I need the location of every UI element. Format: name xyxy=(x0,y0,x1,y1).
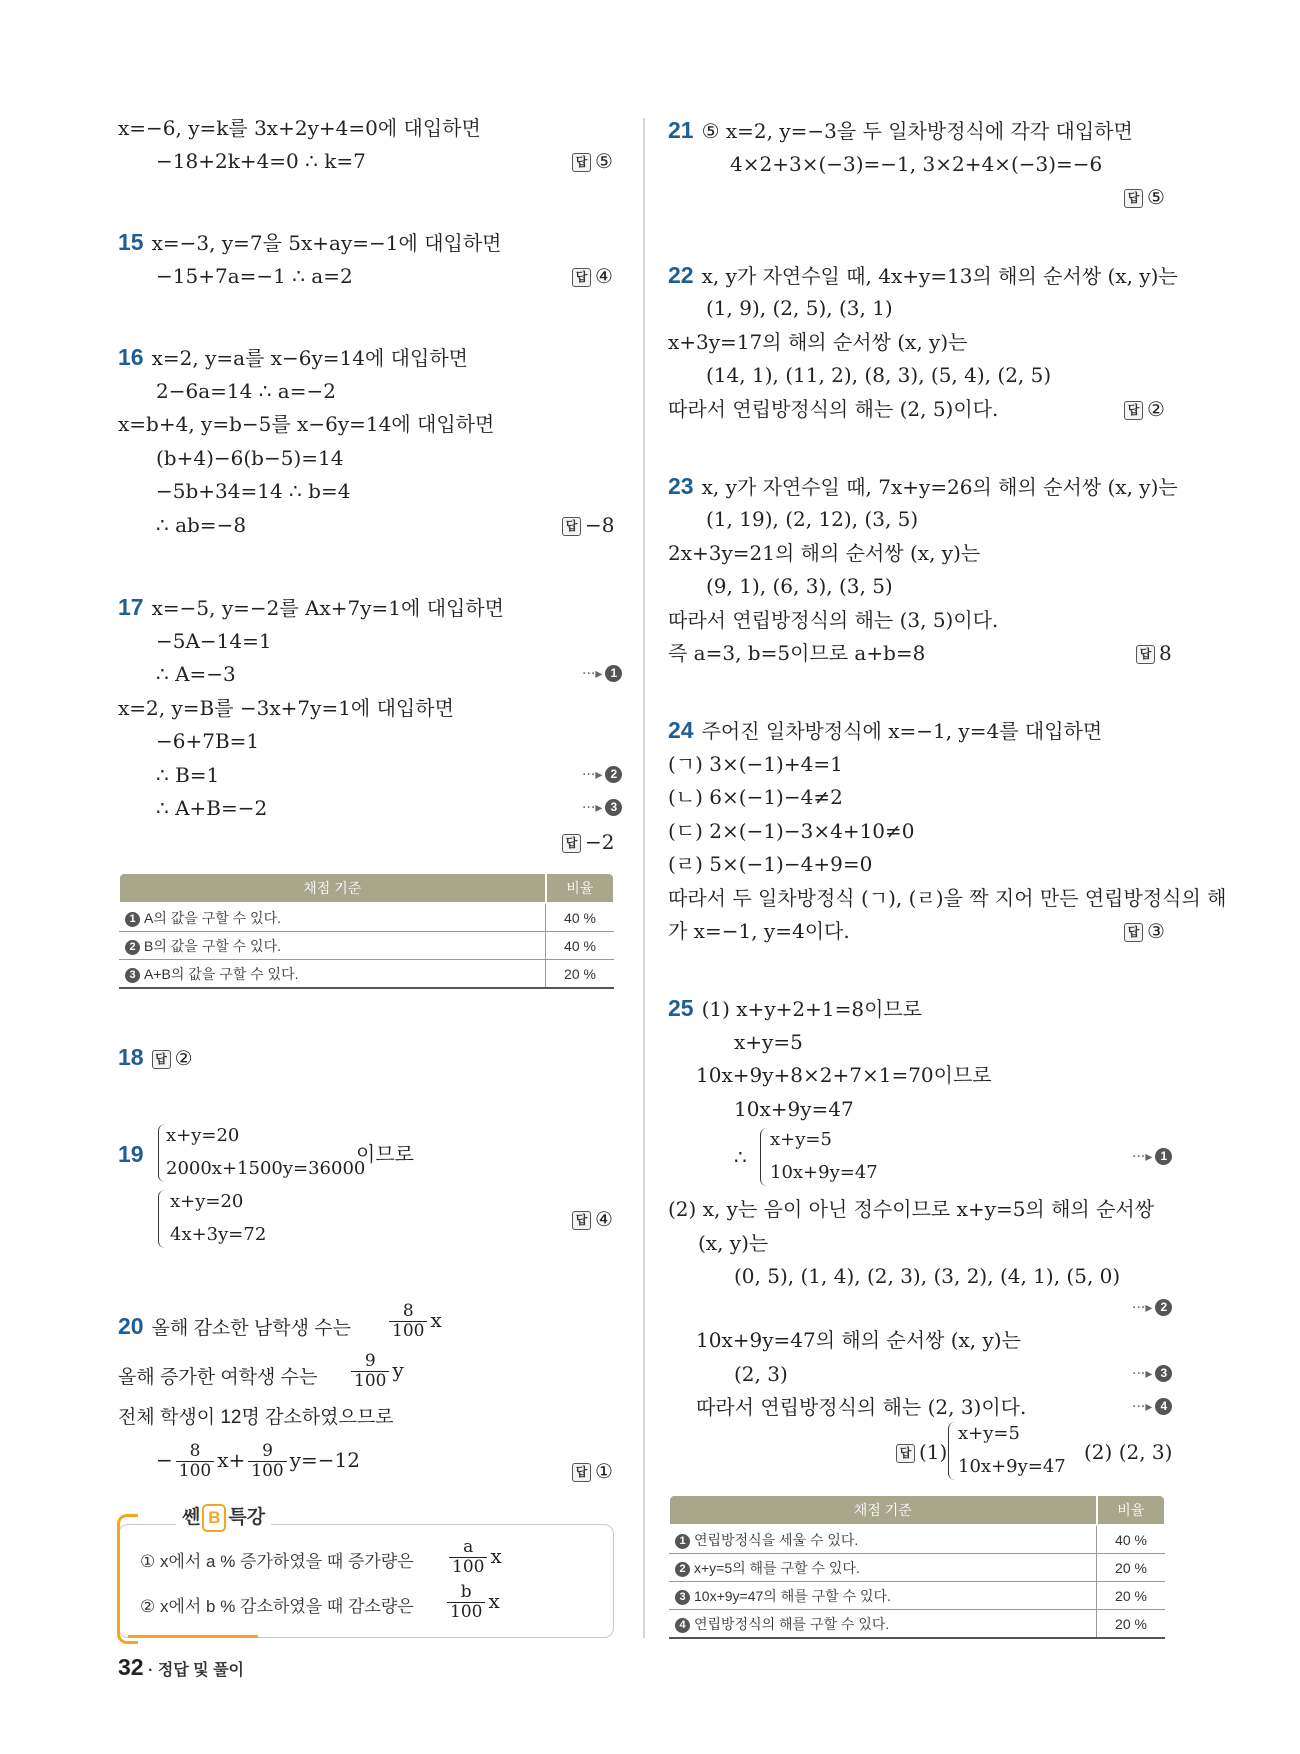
p18-answer-value: ② xyxy=(174,1046,193,1070)
p22-line3: x+3y=17의 해의 순서쌍 (x, y)는 xyxy=(668,330,968,354)
system-brace xyxy=(760,1128,767,1186)
table-row xyxy=(669,1554,1165,1582)
p25-line3: 10x+9y+8×2+7×1=70이므로 xyxy=(696,1063,992,1087)
p23-line5: 따라서 연립방정식의 해는 (3, 5)이다. xyxy=(668,608,999,632)
criteria-text: 연립방정식의 해를 구할 수 있다. xyxy=(694,1615,890,1632)
answer-icon: 답 xyxy=(1124,189,1143,208)
step-number: 2 xyxy=(675,1562,690,1577)
criteria-text: 연립방정식을 세울 수 있다. xyxy=(694,1531,859,1548)
step-marker: ···▸ 4 xyxy=(1132,1397,1172,1417)
criteria-text: x+y=5의 해를 구할 수 있다. xyxy=(694,1559,860,1576)
p25-line8: 10x+9y=47의 해의 순서쌍 (x, y)는 xyxy=(696,1328,1021,1352)
table-row xyxy=(119,932,614,960)
step-number: 1 xyxy=(125,912,140,927)
p16-line6: ∴ ab=−8 xyxy=(156,513,247,537)
p22-line4: (14, 1), (11, 2), (8, 3), (5, 4), (2, 5) xyxy=(706,363,1052,387)
p23-line6: 즉 a=3, b=5이므로 a+b=8 xyxy=(668,641,926,665)
p21-answer-value: ⑤ xyxy=(1147,185,1165,209)
p24-line3: (ㄴ) 6×(−1)−4≠2 xyxy=(668,785,843,809)
problem-number: 18 xyxy=(118,1044,144,1070)
fraction-variable: y xyxy=(392,1358,404,1382)
problem-number: 23 xyxy=(668,473,694,499)
p25-line9: (2, 3) xyxy=(734,1362,788,1386)
tip-line1: ① x에서 a % 증가하였을 때 증가량은 xyxy=(140,1552,414,1571)
fraction-bottom: 100 xyxy=(178,1461,212,1481)
ratio-cell: 20 % xyxy=(1097,1582,1166,1610)
p21-line2: 4×2+3×(−3)=−1, 3×2+4×(−3)=−6 xyxy=(730,152,1103,176)
p17-line7: ∴ A+B=−2 xyxy=(156,796,268,820)
p14-line2: −18+2k+4=0 ∴ k=7 xyxy=(156,149,366,173)
p17-line3: ∴ A=−3 xyxy=(156,662,236,686)
p15-line1 xyxy=(118,228,501,257)
step-marker: ···▸ 3 xyxy=(582,798,622,818)
p24-line7: 가 x=−1, y=4이다. xyxy=(668,919,850,943)
system-brace xyxy=(158,1124,165,1182)
p14-line1: x=−6, y=k를 3x+2y+4=0에 대입하면 xyxy=(118,116,481,140)
column-divider xyxy=(643,118,645,1638)
step-number: 3 xyxy=(1155,1365,1172,1382)
p25-answer-part2: (2) (2, 3) xyxy=(1084,1440,1173,1464)
p21-answer xyxy=(1124,183,1165,211)
ratio-cell: 20 % xyxy=(1097,1610,1166,1639)
p25-line4: 10x+9y=47 xyxy=(734,1097,854,1121)
p23-text: x, y가 자연수일 때, 7x+y=26의 해의 순서쌍 (x, y)는 xyxy=(701,475,1178,499)
fraction-top: b xyxy=(447,1583,485,1603)
p20-frac2 xyxy=(348,1352,404,1391)
step-number: 2 xyxy=(605,766,622,783)
tip-title xyxy=(176,1502,271,1532)
table-row xyxy=(119,903,614,932)
step-marker: ···▸ 2 xyxy=(1132,1298,1172,1318)
table-header-ratio: 비율 xyxy=(546,873,615,903)
p14-answer xyxy=(572,147,613,175)
p16-line4: (b+4)−6(b−5)=14 xyxy=(156,446,344,470)
answer-icon: 답 xyxy=(1136,645,1155,664)
p15-line2: −15+7a=−1 ∴ a=2 xyxy=(156,264,353,288)
p22-line1 xyxy=(668,261,1178,290)
answer-icon: 답 xyxy=(152,1050,171,1069)
step-number: 1 xyxy=(675,1534,690,1549)
answer-icon: 답 xyxy=(896,1444,915,1463)
fraction-bottom: 100 xyxy=(251,1461,284,1481)
fraction-top: 9 xyxy=(351,1352,389,1372)
p17-line4: x=2, y=B를 −3x+7y=1에 대입하면 xyxy=(118,696,454,720)
p22-line2: (1, 9), (2, 5), (3, 1) xyxy=(706,296,893,320)
p25-answer-part1: (1) xyxy=(919,1440,948,1464)
table-header-criteria: 채점 기준 xyxy=(119,873,546,903)
p20-line3: 전체 학생이 12명 감소하였으므로 xyxy=(118,1407,394,1428)
p23-answer xyxy=(1136,639,1172,667)
ratio-cell: 40 % xyxy=(546,932,615,960)
p25-line7: (0, 5), (1, 4), (2, 3), (3, 2), (4, 1), (5, 0) xyxy=(734,1264,1121,1288)
p19-suffix: 이므로 xyxy=(356,1142,414,1166)
table-header-ratio: 비율 xyxy=(1097,1495,1166,1525)
p15-text: x=−3, y=7을 5x+ay=−1에 대입하면 xyxy=(151,231,502,255)
p25-line2: x+y=5 xyxy=(734,1030,803,1054)
step-number: 1 xyxy=(605,665,622,682)
b-badge-icon: B xyxy=(202,1504,226,1532)
step-number: 1 xyxy=(1155,1148,1172,1165)
tip-title-pre: 쎈 xyxy=(182,1507,201,1528)
answer-icon: 답 xyxy=(572,1211,591,1230)
tip-line2: ② x에서 b % 감소하였을 때 감소량은 xyxy=(140,1597,414,1616)
fraction-top: 8 xyxy=(176,1442,214,1462)
footer-label: 정답 및 풀이 xyxy=(157,1662,244,1679)
p20-line1 xyxy=(118,1312,351,1343)
p25-eq1: x+y=5 xyxy=(770,1129,832,1150)
p25-eq2: 10x+9y=47 xyxy=(770,1162,878,1183)
p25-answer xyxy=(896,1438,947,1466)
p22-line5: 따라서 연립방정식의 해는 (2, 5)이다. xyxy=(668,397,999,421)
p19-number xyxy=(118,1140,152,1169)
fraction-variable: x xyxy=(490,1544,502,1568)
p17-line1 xyxy=(118,593,504,622)
p23-line2: (1, 19), (2, 12), (3, 5) xyxy=(706,507,919,531)
equation-part: − xyxy=(156,1448,173,1472)
ratio-cell: 20 % xyxy=(1097,1554,1166,1582)
p18-line xyxy=(118,1043,193,1072)
fraction-bottom: 100 xyxy=(450,1602,483,1622)
grading-table-25 xyxy=(668,1494,1166,1639)
p16-answer-value: −8 xyxy=(585,513,615,537)
table-row xyxy=(119,960,614,989)
fraction-bottom: 100 xyxy=(354,1371,387,1391)
problem-number: 17 xyxy=(118,594,144,620)
p17-text: x=−5, y=−2를 Ax+7y=1에 대입하면 xyxy=(151,596,504,620)
problem-number: 25 xyxy=(668,995,694,1021)
answer-icon: 답 xyxy=(562,834,581,853)
p16-line5: −5b+34=14 ∴ b=4 xyxy=(156,479,351,503)
p16-line1 xyxy=(118,343,468,372)
equation-part: x+ xyxy=(217,1448,246,1472)
p24-answer-value: ③ xyxy=(1147,919,1165,943)
fraction-top: 8 xyxy=(389,1302,427,1322)
criteria-text: A의 값을 구할 수 있다. xyxy=(144,909,281,926)
p22-answer-value: ② xyxy=(1147,397,1165,421)
p24-line4: (ㄷ) 2×(−1)−3×4+10≠0 xyxy=(668,819,915,843)
system-brace xyxy=(158,1190,165,1248)
fraction-top: 9 xyxy=(248,1442,286,1462)
p19-answer-value: ④ xyxy=(595,1207,613,1231)
step-marker: ···▸ 2 xyxy=(582,765,622,785)
p20-equation xyxy=(156,1442,360,1481)
p20-answer-value: ① xyxy=(595,1459,613,1483)
step-number: 3 xyxy=(675,1590,690,1605)
p14-answer-value: ⑤ xyxy=(595,149,613,173)
criteria-text: A+B의 값을 구할 수 있다. xyxy=(144,965,299,982)
fraction-variable: x xyxy=(430,1308,442,1332)
p19-answer xyxy=(572,1205,613,1233)
p24-line5: (ㄹ) 5×(−1)−4+9=0 xyxy=(668,852,873,876)
ratio-cell: 40 % xyxy=(1097,1525,1166,1554)
ratio-cell: 40 % xyxy=(546,903,615,932)
p19-eq1: x+y=20 xyxy=(166,1125,240,1146)
p15-answer xyxy=(572,262,613,290)
p15-answer-value: ④ xyxy=(595,264,613,288)
p22-answer xyxy=(1124,395,1165,423)
p24-line2: (ㄱ) 3×(−1)+4=1 xyxy=(668,752,843,776)
p19-eq4: 4x+3y=72 xyxy=(170,1224,267,1245)
grading-table-17 xyxy=(118,872,615,989)
answer-icon: 답 xyxy=(562,517,581,536)
p16-answer xyxy=(562,511,614,539)
p19-eq2: 2000x+1500y=36000 xyxy=(166,1158,366,1179)
p24-answer xyxy=(1124,917,1165,945)
p25-line6: (x, y)는 xyxy=(698,1231,769,1255)
fraction-top: a xyxy=(449,1538,487,1558)
p24-line1 xyxy=(668,716,1102,745)
p21-line1 xyxy=(668,116,1133,145)
p23-answer-value: 8 xyxy=(1159,641,1172,665)
fraction-bottom: 100 xyxy=(392,1321,425,1341)
page-number: 32 xyxy=(118,1654,144,1680)
answer-icon: 답 xyxy=(1124,401,1143,420)
p17-answer xyxy=(562,828,614,856)
system-brace xyxy=(948,1422,955,1480)
equation-part: y=−12 xyxy=(289,1448,360,1472)
p19-eq3: x+y=20 xyxy=(170,1191,244,1212)
problem-number: 20 xyxy=(118,1313,144,1339)
p23-line3: 2x+3y=21의 해의 순서쌍 (x, y)는 xyxy=(668,541,981,565)
criteria-text: 10x+9y=47의 해를 구할 수 있다. xyxy=(694,1587,891,1604)
tip-frac1 xyxy=(446,1538,502,1577)
step-marker: ···▸ 3 xyxy=(1132,1364,1172,1384)
answer-icon: 답 xyxy=(1124,923,1143,942)
p20-text: 올해 감소한 남학생 수는 xyxy=(151,1318,351,1339)
problem-number: 21 xyxy=(668,117,694,143)
p17-answer-value: −2 xyxy=(585,830,615,854)
p24-text: 주어진 일차방정식에 x=−1, y=4를 대입하면 xyxy=(701,719,1103,743)
criteria-text: B의 값을 구할 수 있다. xyxy=(144,937,281,954)
p25-answer-eq2: 10x+9y=47 xyxy=(958,1456,1066,1477)
problem-number: 24 xyxy=(668,717,694,743)
table-row xyxy=(669,1610,1165,1639)
p25-line1 xyxy=(668,994,922,1023)
p21-text: ⑤ x=2, y=−3을 두 일차방정식에 각각 대입하면 xyxy=(701,119,1133,143)
p24-line6: 따라서 두 일차방정식 (ㄱ), (ㄹ)을 짝 지어 만든 연립방정식의 해 xyxy=(668,886,1227,910)
p25-answer-eq1: x+y=5 xyxy=(958,1423,1020,1444)
p16-text: x=2, y=a를 x−6y=14에 대입하면 xyxy=(151,346,468,370)
answer-icon: 답 xyxy=(572,1463,591,1482)
step-marker: ···▸ 1 xyxy=(582,664,622,684)
step-number: 2 xyxy=(125,940,140,955)
table-row xyxy=(669,1525,1165,1554)
tip-frac2 xyxy=(444,1583,500,1622)
tip-title-post: 특강 xyxy=(228,1507,266,1528)
problem-number: 22 xyxy=(668,262,694,288)
p25-therefore: ∴ xyxy=(734,1145,747,1169)
fraction-variable: x xyxy=(488,1589,500,1613)
p20-frac1 xyxy=(386,1302,442,1341)
step-number: 4 xyxy=(675,1618,690,1633)
step-number: 4 xyxy=(1155,1398,1172,1415)
table-header-criteria: 채점 기준 xyxy=(669,1495,1097,1525)
p16-line3: x=b+4, y=b−5를 x−6y=14에 대입하면 xyxy=(118,412,495,436)
answer-icon: 답 xyxy=(572,268,591,287)
p25-line10: 따라서 연립방정식의 해는 (2, 3)이다. xyxy=(696,1395,1027,1419)
answer-icon: 답 xyxy=(572,153,591,172)
p20-line2: 올해 증가한 여학생 수는 xyxy=(118,1367,318,1388)
p25-text: (1) x+y+2+1=8이므로 xyxy=(701,997,923,1021)
p17-line2: −5A−14=1 xyxy=(156,629,272,653)
problem-number: 15 xyxy=(118,229,144,255)
ratio-cell: 20 % xyxy=(546,960,615,989)
tip-box xyxy=(118,1524,614,1638)
p17-line5: −6+7B=1 xyxy=(156,729,260,753)
tip-accent xyxy=(117,1514,138,1644)
step-number: 3 xyxy=(605,799,622,816)
p16-line2: 2−6a=14 ∴ a=−2 xyxy=(156,379,336,403)
p23-line4: (9, 1), (6, 3), (3, 5) xyxy=(706,574,893,598)
p22-text: x, y가 자연수일 때, 4x+y=13의 해의 순서쌍 (x, y)는 xyxy=(701,264,1178,288)
step-number: 3 xyxy=(125,968,140,983)
step-marker: ···▸ 1 xyxy=(1132,1147,1172,1167)
p23-line1 xyxy=(668,472,1178,501)
problem-number: 19 xyxy=(118,1141,144,1167)
p25-line5: (2) x, y는 음이 아닌 정수이므로 x+y=5의 해의 순서쌍 xyxy=(668,1197,1155,1221)
footer-separator-dot: · xyxy=(148,1662,158,1679)
page-footer xyxy=(118,1654,244,1681)
table-row xyxy=(669,1582,1165,1610)
p20-answer xyxy=(572,1457,613,1485)
tip-accent-bottom xyxy=(128,1635,258,1638)
step-number: 2 xyxy=(1155,1299,1172,1316)
p17-line6: ∴ B=1 xyxy=(156,763,220,787)
fraction-bottom: 100 xyxy=(452,1557,485,1577)
problem-number: 16 xyxy=(118,344,144,370)
